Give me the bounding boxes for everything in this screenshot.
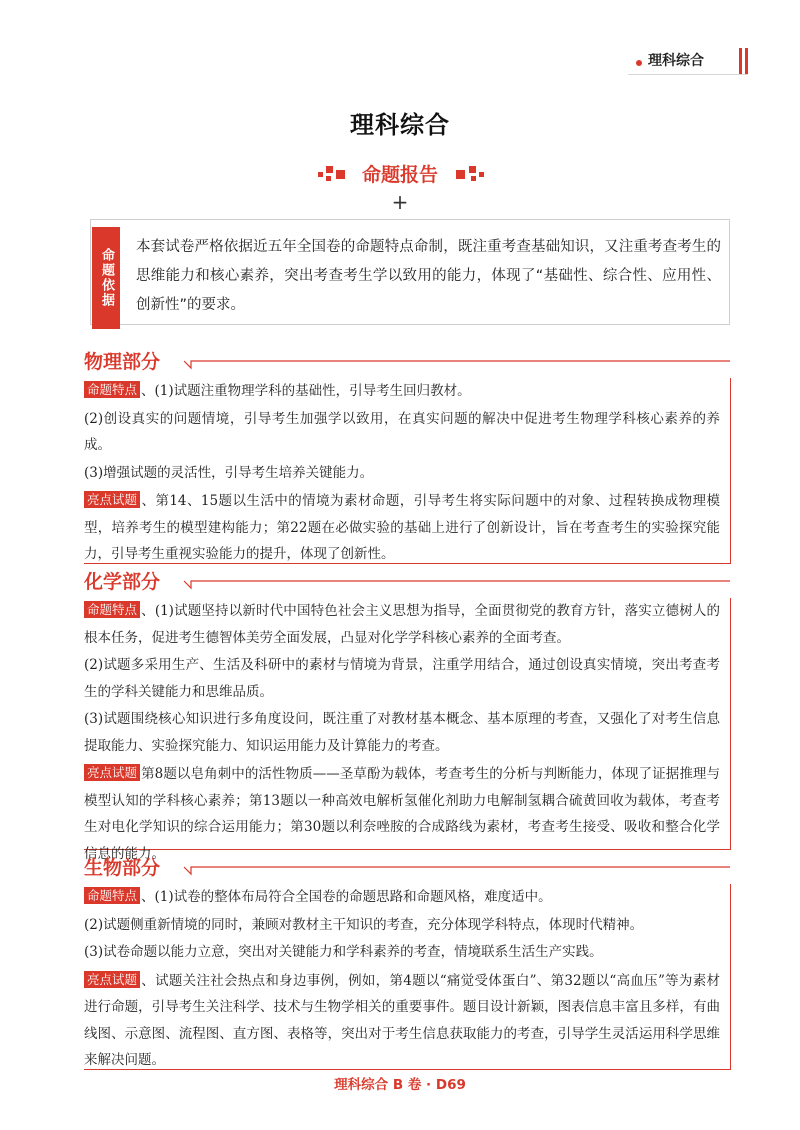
report-title: 命题报告 bbox=[361, 164, 438, 186]
bullet-icon bbox=[636, 60, 642, 66]
header-tag bbox=[628, 48, 748, 75]
highlight-para: 亮点试题 第8题以皂角刺中的活性物质——圣草酚为载体，考查考生的分析与判断能力，体现了证据推理与模型认知的学科核心素养；第13题以一种高效电解析氢催化剂助力电解制氢耦合硫黄回收为载体，考查考生对电化学知识的综合运用能力；第30题以利奈唑胺的合成路线为素材，考查考生接受、吸收和整合化学信息的能力。 bbox=[84, 765, 720, 862]
feature-line: (3)试题围绕核心知识进行多角度设问，既注重了对教材基本概念、基本原理的考查，又强化了对考生信息提取能力、实验探究能力、知识运用能力及计算能力的考查。 bbox=[84, 711, 720, 754]
decor-squares-right-icon bbox=[454, 162, 484, 186]
highlight-para: 亮点试题 、试题关注社会热点和身边事例，例如，第4题以“痛觉受体蛋白”、第32题以“高血压”等为素材进行命题，引导考生关注科学、技术与生物学相关的重要事件。题目设计新颖，图表信息丰富且多样，有曲线图、示意图、流程图、直方图、表格等，突出对于考生信息获取能力的考查，引导学生灵活运用科学思维来解决问题。 bbox=[84, 971, 720, 1068]
highlights-label: 亮点试题 bbox=[84, 971, 140, 988]
features-label: 命题特点 bbox=[84, 887, 140, 904]
feature-line: 命题特点 、(1)试题注重物理学科的基础性，引导考生回归教材。 bbox=[84, 378, 720, 405]
bars-icon bbox=[739, 48, 748, 74]
feature-line: (3)试卷命题以能力立意，突出对关键能力和学科素养的考查，情境联系生活生产实践。 bbox=[84, 944, 603, 960]
biology-section bbox=[84, 884, 731, 1070]
page-footer: 理科综合 B 卷 · D69 bbox=[334, 1077, 466, 1093]
features-label: 命题特点 bbox=[84, 601, 140, 618]
biology-heading bbox=[84, 853, 734, 881]
heading-rule-icon bbox=[182, 567, 734, 595]
physics-section bbox=[84, 378, 731, 564]
basis-text: 本套试卷严格依据近五年全国卷的命题特点命制，既注重考查基础知识，又注重考查考生的思维能力和核心素养，突出考查考生学以致用的能力，体现了“基础性、综合性、应用性、创新性”的要求。 bbox=[136, 239, 721, 313]
highlights-label: 亮点试题 bbox=[84, 764, 140, 781]
chemistry-section bbox=[84, 598, 731, 862]
chemistry-heading bbox=[84, 567, 734, 595]
feature-line: (3)增强试题的灵活性，引导考生培养关键能力。 bbox=[84, 464, 374, 481]
basis-label: 命题依据 bbox=[92, 227, 120, 329]
highlight-para: 亮点试题 、第14、15题以生活中的情境为素材命题，引导考生将实际问题中的对象、过程转换成物理模型，培养考生的模型建构能力；第22题在必做实验的基础上进行了创新设计，旨在考查考生的实验探究能力，引导考生重视实验能力的提升，体现了创新性。 bbox=[84, 492, 720, 562]
feature-line: 命题特点 、(1)试题坚持以新时代中国特色社会主义思想为指导，全面贯彻党的教育方针，落实立德树人的根本任务，促进考生德智体美劳全面发展，凸显对化学学科核心素养的全面考查。 bbox=[84, 602, 720, 646]
feature-line: (2)创设真实的问题情境，引导考生加强学以致用，在真实问题的解决中促进考生物理学科核心素养的养成。 bbox=[84, 410, 720, 453]
physics-heading bbox=[84, 347, 734, 375]
header-tag-text: 理科综合 bbox=[648, 53, 704, 69]
section-title: 化学部分 bbox=[84, 571, 161, 593]
feature-line: (2)试题侧重新情境的同时，兼顾对教材主干知识的考查，充分体现学科特点，体现时代精神。 bbox=[84, 916, 644, 933]
heading-rule-icon bbox=[182, 347, 734, 375]
feature-line: (2)试题多采用生产、生活及科研中的素材与情境为背景，注重学用结合，通过创设真实情境，突出考查考生的学科关键能力和思维品质。 bbox=[84, 657, 720, 700]
highlights-label: 亮点试题 bbox=[84, 491, 140, 508]
page-title: 理科综合 bbox=[350, 111, 450, 139]
section-title: 物理部分 bbox=[84, 351, 161, 373]
feature-line: 命题特点 、(1)试卷的整体布局符合全国卷的命题思路和命题风格，难度适中。 bbox=[84, 884, 720, 911]
heading-rule-icon bbox=[182, 853, 734, 881]
plus-mark: + bbox=[391, 190, 409, 214]
features-label: 命题特点 bbox=[84, 381, 140, 398]
section-title: 生物部分 bbox=[84, 857, 161, 879]
